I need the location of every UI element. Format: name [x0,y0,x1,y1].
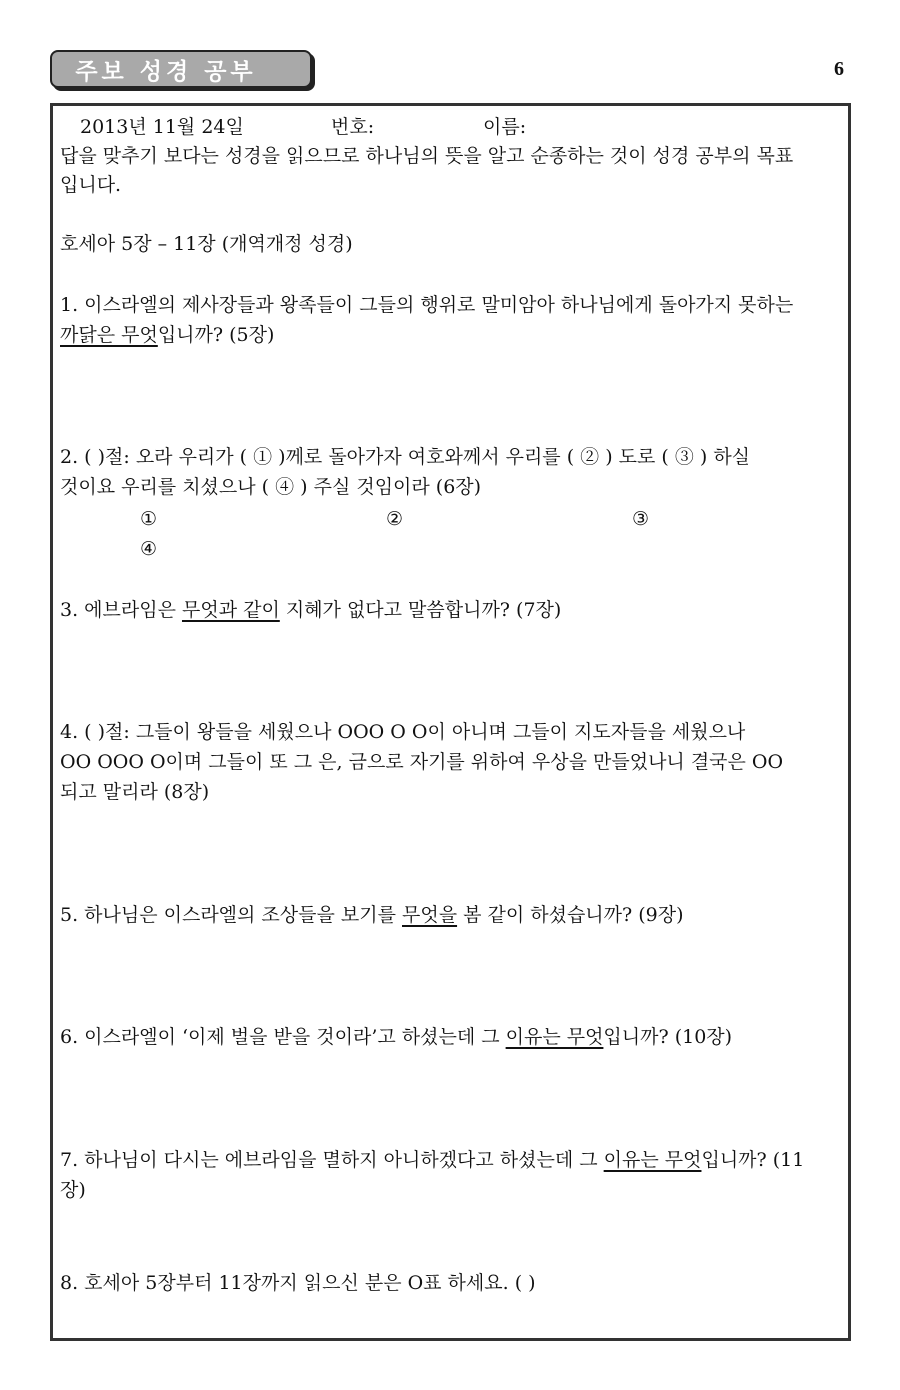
page-number: 6 [834,58,844,80]
q2-answer-mark-4: ④ [140,538,158,560]
scripture-range: 호세아 5장 – 11장 (개역개정 성경) [60,233,353,255]
q4-line-2: OO OOO O이며 그들이 또 그 은, 금으로 자기를 위하여 우상을 만들었나니 결국은 OO [60,751,784,773]
q8-line: 8. 호세아 5장부터 11장까지 읽으신 분은 O표 하세요. ( ) [60,1272,536,1294]
info-line [80,112,244,142]
q5-line [60,900,684,930]
q5-underline: 무엇을 [402,904,458,926]
q6-pre: 6. 이스라엘이 ‘이제 벌을 받을 것이라’고 하셨는데 그 [60,1026,506,1048]
q2-line-1: 2. ( )절: 오라 우리가 ( ① )께로 돌아가자 여호와께서 우리를 ( ② ) 도로 ( ③ ) 하실 [60,446,751,468]
q2-answer-mark-3: ③ [632,508,650,530]
name-label: 이름: [483,116,527,138]
q4-line-1: 4. ( )절: 그들이 왕들을 세웠으나 OOO O O이 아니며 그들이 지도자들을 세웠으나 [60,721,746,743]
number-label: 번호: [331,116,375,138]
q7-pre: 7. 하나님이 다시는 에브라임을 멸하지 아니하겠다고 하셨는데 그 [60,1149,604,1171]
page-title: 주보 성경 공부 [50,50,312,88]
q2-line-2: 것이요 우리를 치셨으나 ( ④ ) 주실 것임이라 (6장) [60,476,482,498]
q7-line-2: 장) [60,1179,86,1201]
q2-answer-mark-1: ① [140,508,158,530]
q4-line-3: 되고 말리라 (8장) [60,781,210,803]
q1-line-1: 1. 이스라엘의 제사장들과 왕족들이 그들의 행위로 말미암아 하나님에게 돌아가지 못하는 [60,294,794,316]
q3-line [60,595,561,625]
q5-pre: 5. 하나님은 이스라엘의 조상들을 보기를 [60,904,402,926]
q1-underline: 까닭은 무엇 [60,324,158,346]
q6-line [60,1022,732,1052]
intro-line-2: 입니다. [60,174,122,196]
date: 2013년 11월 24일 [80,116,244,138]
q7-underline: 이유는 무엇 [603,1149,702,1171]
q1-rest: 입니까? (5장) [157,324,275,346]
q7-line-1 [60,1145,804,1175]
q3-rest: 지혜가 없다고 말씀합니까? (7장) [279,599,562,621]
q6-underline: 이유는 무엇 [505,1026,604,1048]
q3-pre: 3. 에브라임은 [60,599,182,621]
q3-underline: 무엇과 같이 [181,599,280,621]
q5-rest: 봄 같이 하셨습니까? (9장) [457,904,684,926]
q2-answer-mark-2: ② [386,508,404,530]
q6-rest: 입니까? (10장) [603,1026,733,1048]
intro-line-1: 답을 맞추기 보다는 성경을 읽으므로 하나님의 뜻을 알고 순종하는 것이 성경 공부의 목표 [60,145,794,167]
q7-rest: 입니까? (11 [701,1149,805,1171]
q1-line-2 [60,320,274,350]
